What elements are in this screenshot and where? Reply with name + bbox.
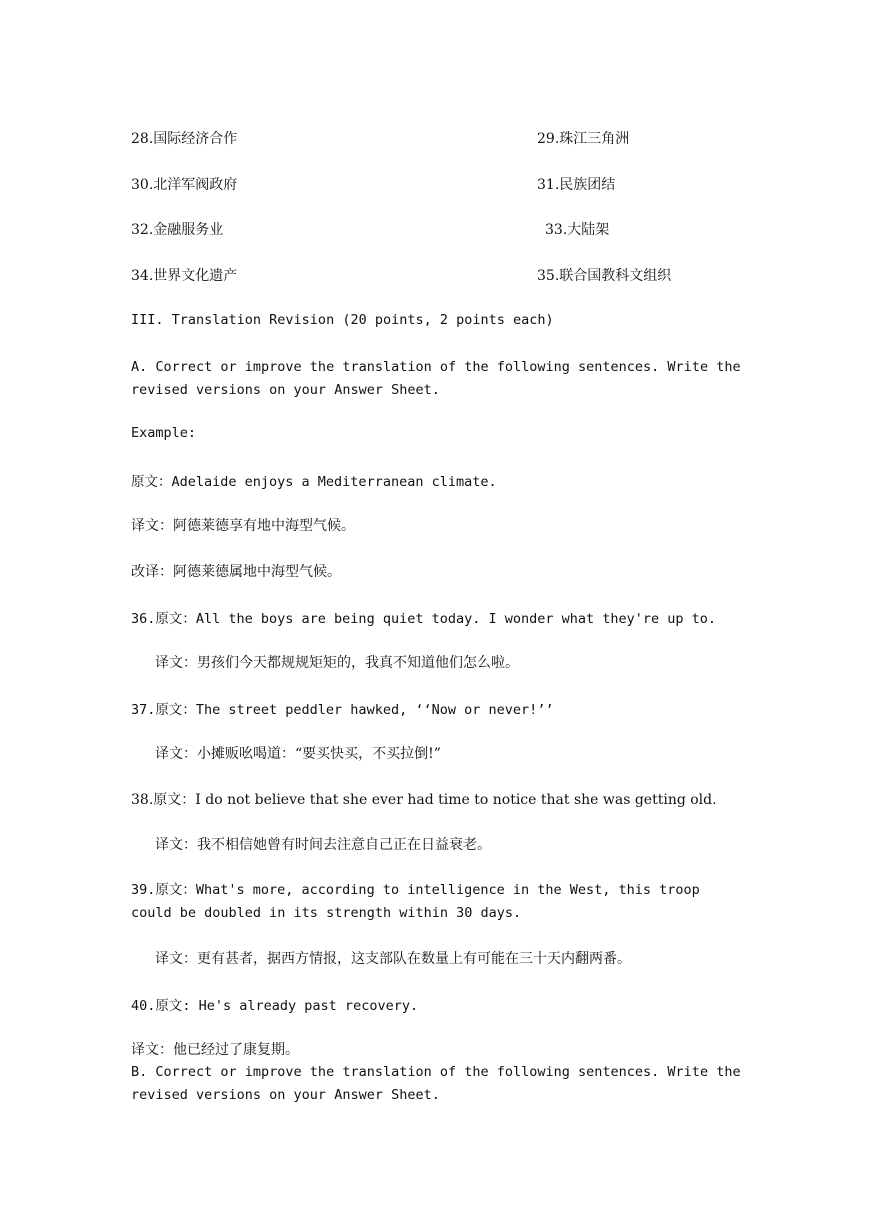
item-39-translation: 译文：更有甚者，据西方情报，这支部队在数量上有可能在三十天内翻两番。	[155, 951, 631, 967]
example-revision: 改译：阿德莱德属地中海型气候。	[131, 564, 341, 580]
item-36-original: 36.原文：All the boys are being quiet today. I wonder what they're up to.	[131, 611, 717, 627]
item-37-translation: 译文：小摊贩吆喝道：“要买快买，不买拉倒!”	[155, 746, 441, 762]
item-40-original: 40.原文: He's already past recovery.	[131, 998, 419, 1014]
example-translation: 译文：阿德莱德享有地中海型气候。	[131, 518, 355, 534]
term-28: 28.国际经济合作	[131, 131, 238, 147]
term-32: 32.金融服务业	[131, 222, 224, 238]
term-31: 31.民族团结	[537, 177, 616, 193]
term-35: 35.联合国教科文组织	[537, 268, 672, 284]
term-33: 33.大陆架	[545, 222, 610, 238]
part-b-instruction: B. Correct or improve the translation of the following sentences. Write the revised versions on your Answer Sheet.	[131, 1064, 741, 1103]
item-40-translation: 译文：他已经过了康复期。	[131, 1042, 299, 1058]
term-29: 29.珠江三角洲	[537, 131, 630, 147]
term-34: 34.世界文化遗产	[131, 268, 238, 284]
item-38-original: 38.原文：I do not believe that she ever had time to notice that she was getting old.	[131, 792, 717, 808]
item-36-translation: 译文：男孩们今天都规规矩矩的，我真不知道他们怎么啦。	[155, 655, 519, 671]
example-label: Example:	[131, 425, 197, 441]
item-37-original: 37.原文：The street peddler hawked, ‘‘Now or never!’’	[131, 702, 554, 718]
example-original: 原文：Adelaide enjoys a Mediterranean climate.	[131, 474, 497, 490]
part-a-instruction: A. Correct or improve the translation of the following sentences. Write the revised versions on your Answer Sheet.	[131, 359, 741, 398]
section-heading: III. Translation Revision (20 points, 2 points each)	[131, 312, 554, 328]
item-38-translation: 译文：我不相信她曾有时间去注意自己正在日益衰老。	[155, 837, 491, 853]
item-39-original: 39.原文：What's more, according to intelligence in the West, this troop could be doubled in its strength within 30 days.	[131, 882, 700, 921]
term-30: 30.北洋军阀政府	[131, 177, 238, 193]
